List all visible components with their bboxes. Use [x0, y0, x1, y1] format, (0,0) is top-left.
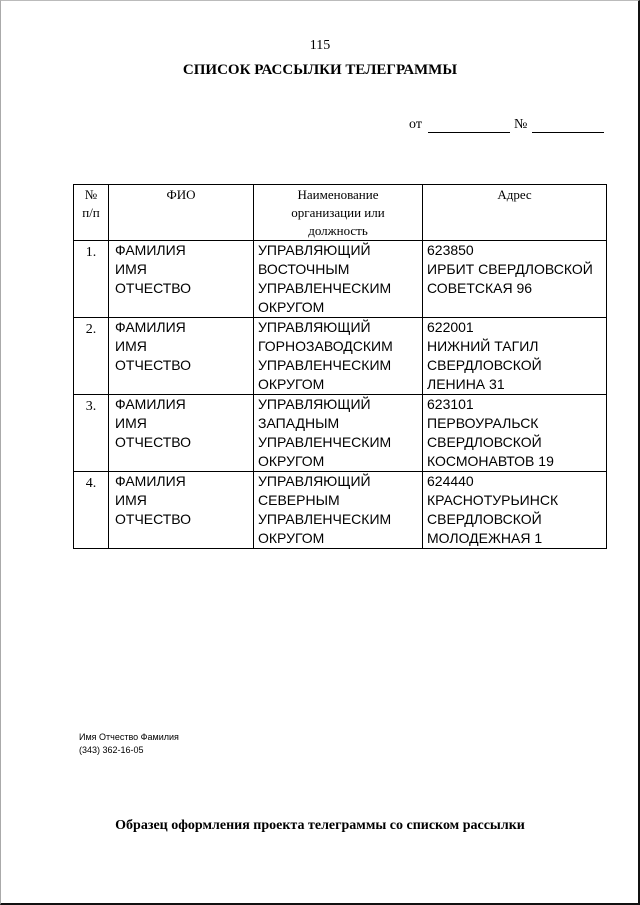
cell-address-line: КОСМОНАВТОВ 19 [427, 453, 554, 469]
cell-fio-line: ФАМИЛИЯ [115, 242, 186, 258]
date-blank [428, 119, 510, 133]
cell-org-line: ОКРУГОМ [258, 453, 325, 469]
contact-block [79, 731, 179, 757]
cell-fio-line: ОТЧЕСТВО [115, 434, 192, 450]
cell-fio-line: ФАМИЛИЯ [115, 319, 186, 335]
cell-address-line: СВЕРДЛОВСКОЙ [427, 434, 542, 450]
cell-address-line: 623850 [427, 242, 474, 258]
reference-line [409, 117, 604, 133]
table-row [74, 472, 607, 549]
cell-address-line: 624440 [427, 473, 474, 489]
document-title: СПИСОК РАССЫЛКИ ТЕЛЕГРАММЫ [182, 62, 458, 78]
cell-fio-line: ФАМИЛИЯ [115, 396, 186, 412]
cell-address [423, 395, 607, 472]
cell-fio [109, 472, 254, 549]
cell-address-line: ПЕРВОУРАЛЬСК [427, 415, 539, 431]
cell-org-line: СЕВЕРНЫМ [258, 492, 340, 508]
cell-address-line: СОВЕТСКАЯ 96 [427, 280, 533, 296]
header-num-line: п/п [82, 205, 100, 220]
table-row [74, 318, 607, 395]
cell-fio-line: ОТЧЕСТВО [115, 357, 192, 373]
header-org [254, 185, 423, 241]
cell-org-line: УПРАВЛЕНЧЕСКИМ [258, 357, 392, 373]
cell-fio-line: ИМЯ [115, 492, 147, 508]
cell-fio-line: ИМЯ [115, 338, 147, 354]
cell-address-line: 622001 [427, 319, 474, 335]
cell-address-line: МОЛОДЕЖНАЯ 1 [427, 530, 543, 546]
cell-fio [109, 395, 254, 472]
cell-org-line: УПРАВЛЯЮЩИЙ [258, 473, 371, 489]
header-org-line: организации или [291, 205, 385, 220]
cell-address-line: СВЕРДЛОВСКОЙ [427, 357, 542, 373]
cell-org [254, 318, 423, 395]
cell-address [423, 241, 607, 318]
cell-fio-line: ИМЯ [115, 261, 147, 277]
contact-name: Имя Отчество Фамилия [79, 732, 179, 742]
cell-address-line: КРАСНОТУРЬИНСК [427, 492, 559, 508]
header-org-line: должность [308, 223, 368, 238]
header-num-line: № [84, 187, 98, 202]
row-number: 4. [74, 472, 109, 549]
cell-org-line: ОКРУГОМ [258, 530, 325, 546]
cell-org [254, 241, 423, 318]
table-row [74, 241, 607, 318]
from-label: от [409, 117, 422, 132]
cell-fio [109, 241, 254, 318]
cell-fio-line: ФАМИЛИЯ [115, 473, 186, 489]
header-address-line: Адрес [497, 187, 532, 202]
row-number: 3. [74, 395, 109, 472]
cell-org-line: УПРАВЛЕНЧЕСКИМ [258, 280, 392, 296]
cell-fio-line: ОТЧЕСТВО [115, 280, 192, 296]
cell-org-line: ОКРУГОМ [258, 376, 325, 392]
cell-fio [109, 318, 254, 395]
row-number: 2. [74, 318, 109, 395]
cell-address-line: 623101 [427, 396, 474, 412]
mailing-table [73, 184, 607, 549]
cell-address-line: ЛЕНИНА 31 [427, 376, 505, 392]
number-label: № [513, 117, 528, 132]
table-body [74, 241, 607, 549]
cell-address-line: ИРБИТ СВЕРДЛОВСКОЙ [427, 261, 593, 277]
table-row [74, 395, 607, 472]
cell-address-line: НИЖНИЙ ТАГИЛ [427, 338, 539, 354]
cell-org [254, 472, 423, 549]
cell-address [423, 318, 607, 395]
row-number: 1. [74, 241, 109, 318]
header-address [423, 185, 607, 241]
number-blank [532, 119, 604, 133]
header-num [74, 185, 109, 241]
header-fio-line: ФИО [166, 187, 196, 202]
cell-fio-line: ИМЯ [115, 415, 147, 431]
cell-address-line: СВЕРДЛОВСКОЙ [427, 511, 542, 527]
cell-org-line: ГОРНОЗАВОДСКИМ [258, 338, 393, 354]
table-header-row [74, 185, 607, 241]
header-fio [109, 185, 254, 241]
cell-address [423, 472, 607, 549]
cell-org-line: УПРАВЛЯЮЩИЙ [258, 396, 371, 412]
cell-org-line: ВОСТОЧНЫМ [258, 261, 350, 277]
cell-org-line: ОКРУГОМ [258, 299, 325, 315]
cell-org-line: УПРАВЛЕНЧЕСКИМ [258, 511, 392, 527]
cell-org-line: УПРАВЛЯЮЩИЙ [258, 319, 371, 335]
cell-org-line: УПРАВЛЯЮЩИЙ [258, 242, 371, 258]
page-number: 115 [309, 38, 331, 53]
cell-org-line: ЗАПАДНЫМ [258, 415, 340, 431]
cell-fio-line: ОТЧЕСТВО [115, 511, 192, 527]
footer-caption: Образец оформления проекта телеграммы со списком рассылки [115, 818, 525, 833]
header-org-line: Наименование [297, 187, 379, 202]
contact-phone: (343) 362-16-05 [79, 745, 144, 755]
cell-org-line: УПРАВЛЕНЧЕСКИМ [258, 434, 392, 450]
cell-org [254, 395, 423, 472]
